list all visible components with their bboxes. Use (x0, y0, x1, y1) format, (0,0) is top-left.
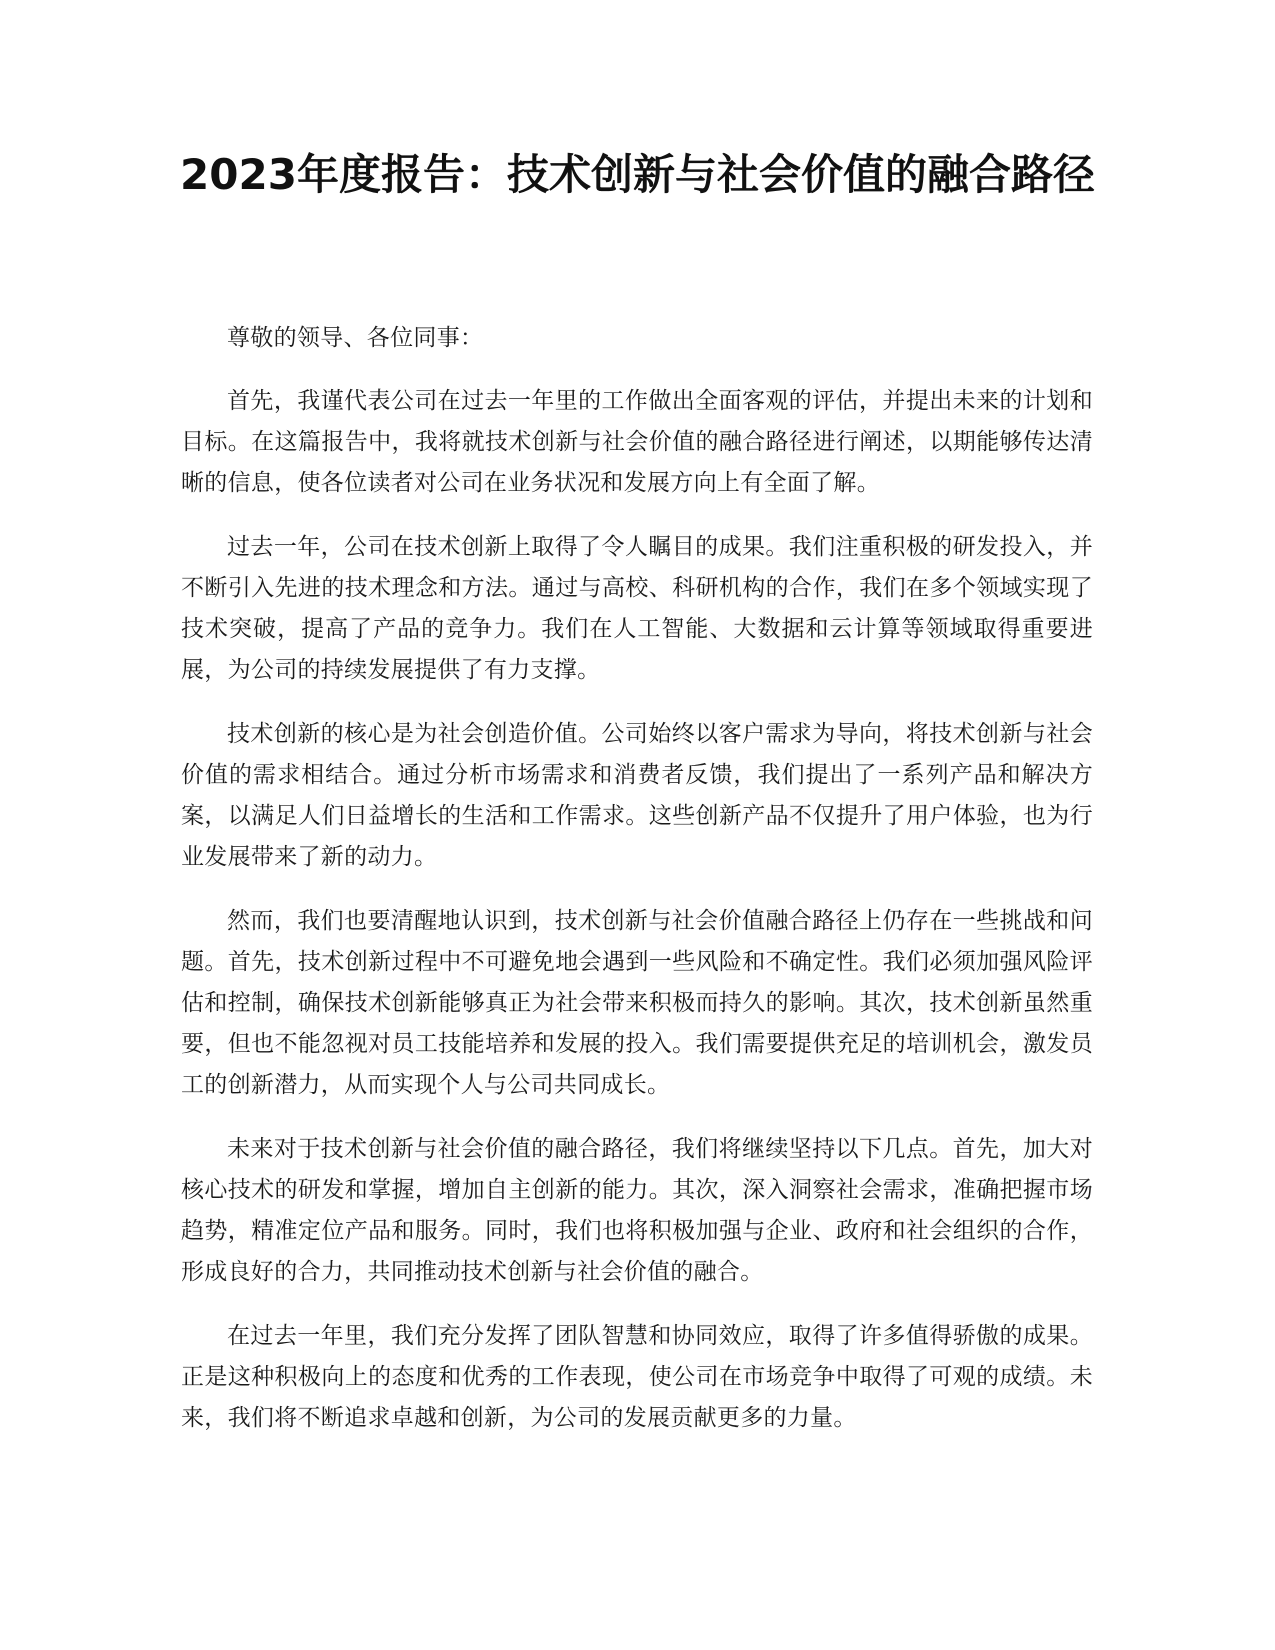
salutation: 尊敬的领导、各位同事： (227, 325, 484, 351)
paragraph-5: 未来对于技术创新与社会价值的融合路径，我们将继续坚持以下几点。首先，加大对核心技术的研发和掌握，增加自主创新的能力。其次，深入洞察社会需求，准确把握市场趋势，精准定位产品和服务。同时，我们也将积极加强与企业、政府和社会组织的合作，形成良好的合力，共同推动技术创新与社会价值的融合。 (181, 1136, 1093, 1285)
paragraph-4: 然而，我们也要清醒地认识到，技术创新与社会价值融合路径上仍存在一些挑战和问题。首先，技术创新过程中不可避免地会遇到一些风险和不确定性。我们必须加强风险评估和控制，确保技术创新能够真正为社会带来积极而持久的影响。其次，技术创新虽然重要，但也不能忽视对员工技能培养和发展的投入。我们需要提供充足的培训机会，激发员工的创新潜力，从而实现个人与公司共同成长。 (181, 908, 1093, 1098)
paragraph-3: 技术创新的核心是为社会创造价值。公司始终以客户需求为导向，将技术创新与社会价值的需求相结合。通过分析市场需求和消费者反馈，我们提出了一系列产品和解决方案，以满足人们日益增长的生活和工作需求。这些创新产品不仅提升了用户体验，也为行业发展带来了新的动力。 (181, 721, 1093, 870)
paragraph-2: 过去一年，公司在技术创新上取得了令人瞩目的成果。我们注重积极的研发投入，并不断引入先进的技术理念和方法。通过与高校、科研机构的合作，我们在多个领域实现了技术突破，提高了产品的竞争力。我们在人工智能、大数据和云计算等领域取得重要进展，为公司的持续发展提供了有力支撑。 (181, 534, 1093, 683)
document-body (181, 318, 1093, 1462)
paragraph-1: 首先，我谨代表公司在过去一年里的工作做出全面客观的评估，并提出未来的计划和目标。在这篇报告中，我将就技术创新与社会价值的融合路径进行阐述，以期能够传达清晰的信息，使各位读者对公司在业务状况和发展方向上有全面了解。 (181, 388, 1093, 496)
paragraph-6: 在过去一年里，我们充分发挥了团队智慧和协同效应，取得了许多值得骄傲的成果。正是这种积极向上的态度和优秀的工作表现，使公司在市场竞争中取得了可观的成绩。未来，我们将不断追求卓越和创新，为公司的发展贡献更多的力量。 (181, 1323, 1093, 1431)
document-title: 2023年度报告：技术创新与社会价值的融合路径 (180, 150, 1095, 199)
